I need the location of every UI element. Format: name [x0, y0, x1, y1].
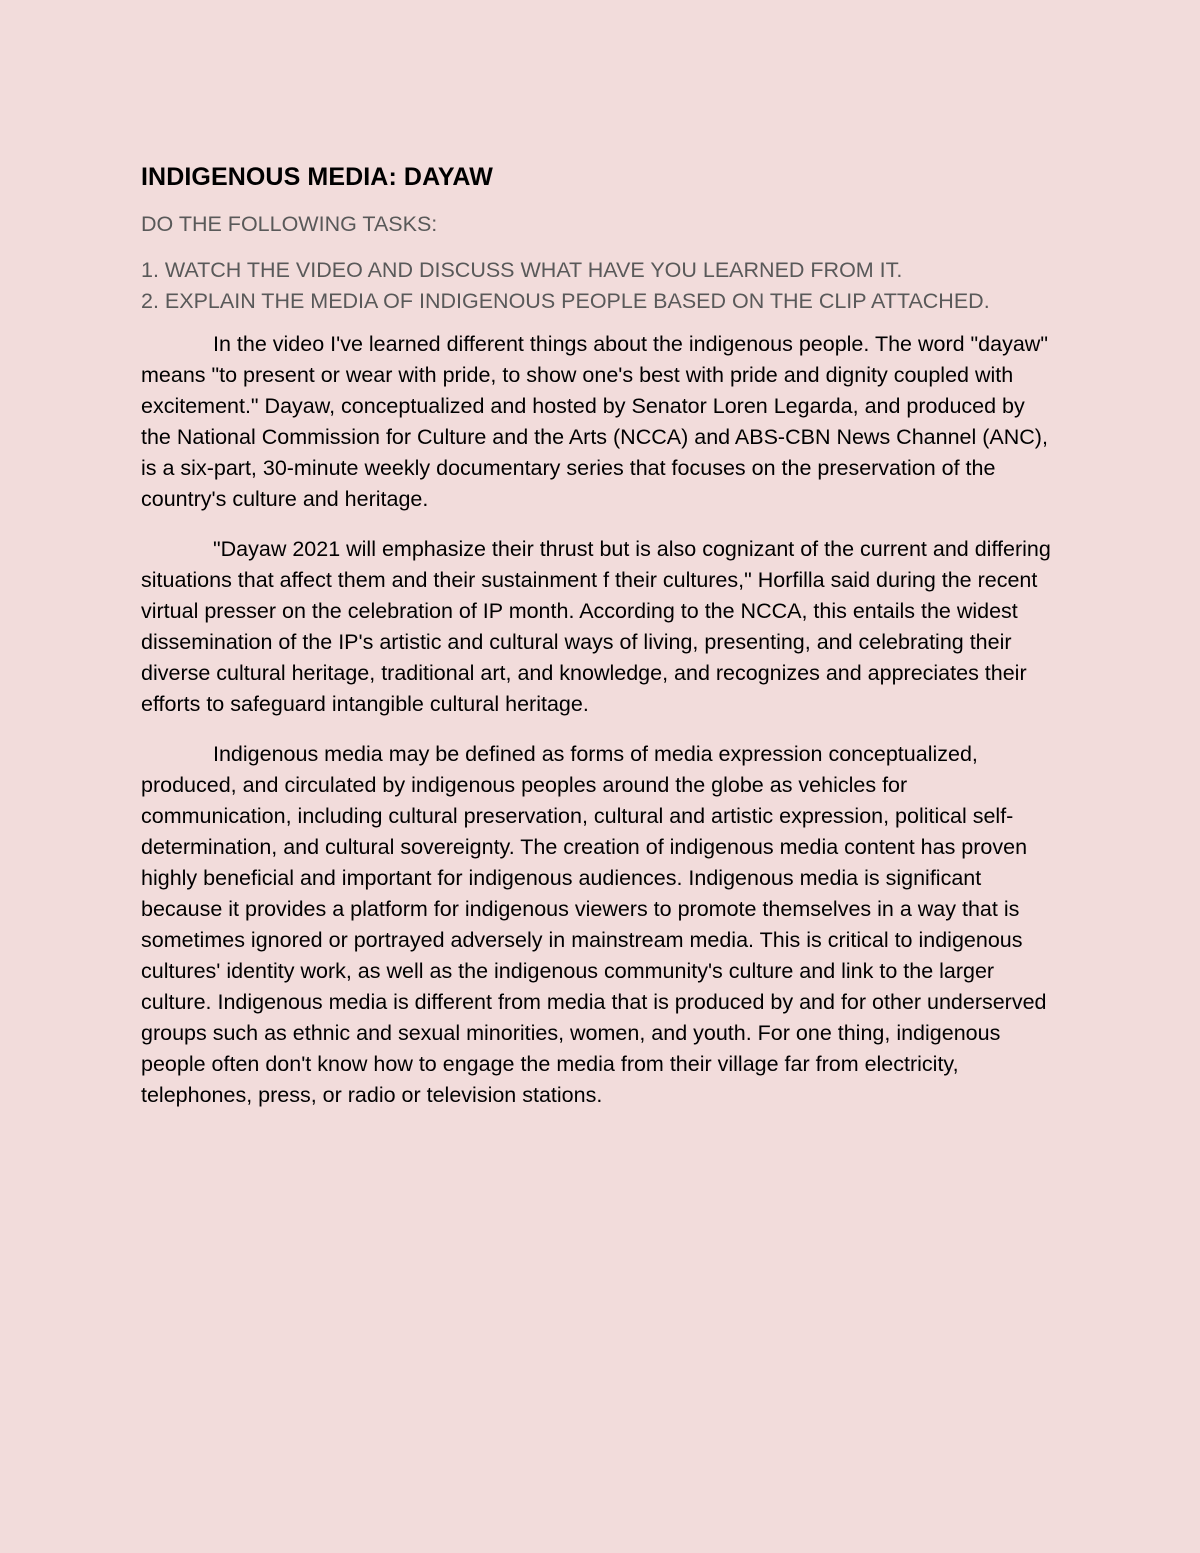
task-list [141, 255, 1060, 317]
task-item: 1. WATCH THE VIDEO AND DISCUSS WHAT HAVE YOU LEARNED FROM IT. [141, 258, 903, 282]
task-item: 2. EXPLAIN THE MEDIA OF INDIGENOUS PEOPLE BASED ON THE CLIP ATTACHED. [141, 289, 990, 313]
body-paragraph: Indigenous media may be defined as forms of media expression conceptualized, produced, and circulated by indigenous peoples around the globe as vehicles for communication, including cultural preservation, cultural and artistic expression, political self-determination, and cultural sovereignty. The creation of indigenous media content has proven highly beneficial and important for indigenous audiences. Indigenous media is significant because it provides a platform for indigenous viewers to promote themselves in a way that is sometimes ignored or portrayed adversely in mainstream media. This is critical to indigenous cultures' identity work, as well as the indigenous community's culture and link to the larger culture. Indigenous media is different from media that is produced by and for other underserved groups such as ethnic and sexual minorities, women, and youth. For one thing, indigenous people often don't know how to engage the media from their village far from electricity, telephones, press, or radio or television stations. [141, 742, 1047, 1107]
body-paragraph: In the video I've learned different things about the indigenous people. The word "dayaw" means "to present or wear with pride, to show one's best with pride and dignity coupled with excitement." Dayaw, conceptualized and hosted by Senator Loren Legarda, and produced by the National Commission for Culture and the Arts (NCCA) and ABS-CBN News Channel (ANC), is a six-part, 30-minute weekly documentary series that focuses on the preservation of the country's culture and heritage. [141, 332, 1048, 511]
tasks-heading: DO THE FOLLOWING TASKS: [141, 212, 438, 236]
document-title: INDIGENOUS MEDIA: DAYAW [141, 163, 493, 191]
body-paragraph: "Dayaw 2021 will emphasize their thrust but is also cognizant of the current and differing situations that affect them and their sustainment f their cultures," Horfilla said during the recent virtual presser on the celebration of IP month. According to the NCCA, this entails the widest dissemination of the IP's artistic and cultural ways of living, presenting, and celebrating their diverse cultural heritage, traditional art, and knowledge, and recognizes and appreciates their efforts to safeguard intangible cultural heritage. [141, 537, 1051, 716]
